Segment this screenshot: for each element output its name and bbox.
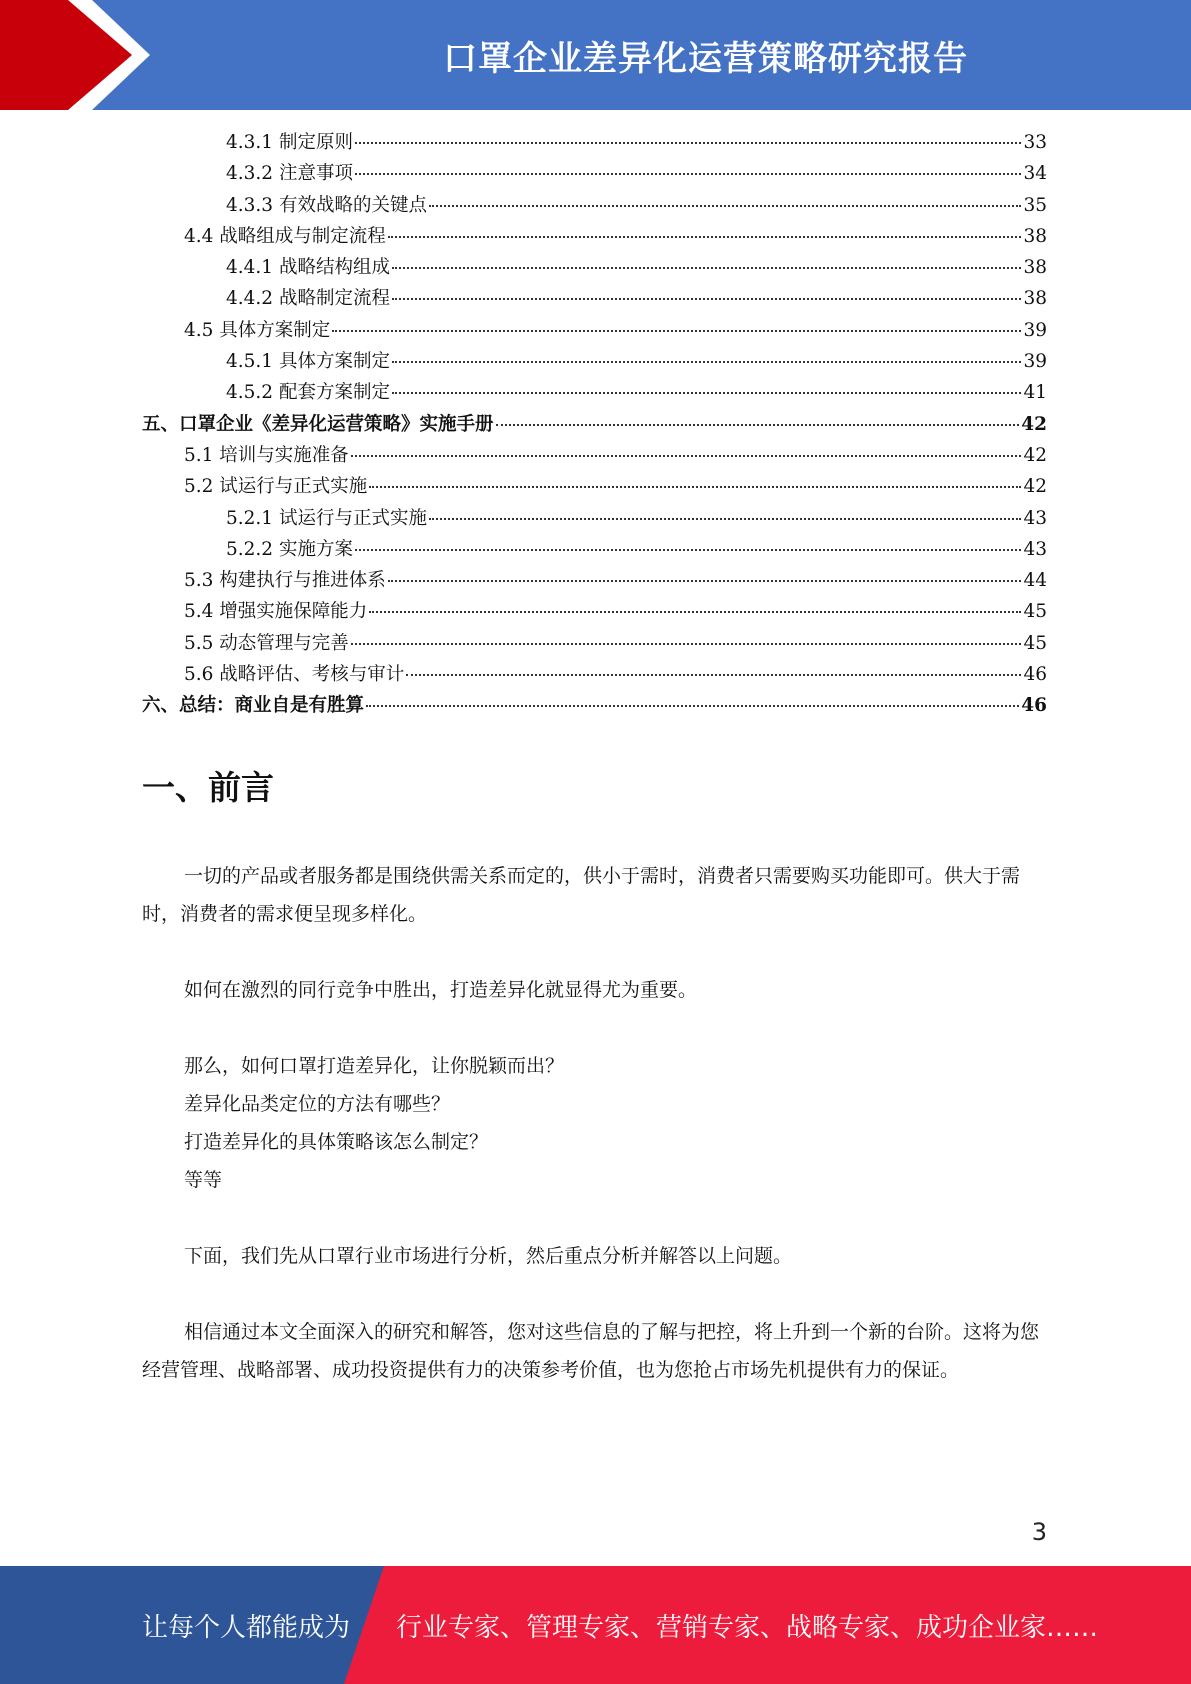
toc-entry[interactable] [142, 472, 1047, 503]
toc-entry-label: 5.2.1 试运行与正式实施 [226, 507, 427, 529]
question-line: 等等 [184, 1169, 223, 1191]
toc-entry[interactable] [142, 535, 1047, 566]
toc-entry-page: 41 [1023, 382, 1047, 404]
toc-entry-label: 六、总结：商业自是有胜算 [142, 695, 365, 717]
toc-leader-dots [366, 705, 1019, 707]
toc-leader-dots [392, 298, 1021, 300]
toc-leader-dots [388, 580, 1022, 582]
toc-entry-label: 4.4 战略组成与制定流程 [184, 225, 386, 247]
toc-entry-label: 4.5 具体方案制定 [184, 319, 331, 341]
paragraph-4-block [142, 1313, 1047, 1389]
toc-entry-label: 5.2.2 实施方案 [226, 538, 353, 560]
paragraph-1-block [142, 857, 1047, 933]
toc-entry[interactable] [142, 410, 1047, 441]
toc-leader-dots [355, 173, 1022, 175]
toc-leader-dots [351, 643, 1022, 645]
toc-entry-label: 5.1 培训与实施准备 [184, 444, 349, 466]
toc-leader-dots [392, 361, 1021, 363]
toc-leader-dots [369, 611, 1021, 613]
page-number: 3 [1031, 1518, 1047, 1546]
toc-leader-dots [406, 674, 1021, 676]
toc-entry-page: 33 [1023, 132, 1047, 153]
toc-entry[interactable] [142, 441, 1047, 472]
toc-entry-label: 5.6 战略评估、考核与审计 [184, 664, 405, 686]
toc-entry-page: 38 [1023, 257, 1047, 279]
toc-entry-label: 5.5 动态管理与完善 [184, 632, 349, 654]
toc-leader-dots [355, 142, 1022, 144]
toc-entry[interactable] [142, 253, 1047, 284]
toc-entry-label: 4.4.1 战略结构组成 [226, 257, 390, 279]
toc-entry-label: 4.3.1 制定原则 [226, 132, 353, 153]
toc-entry-page: 35 [1023, 194, 1047, 216]
toc-entry-page: 34 [1023, 163, 1047, 185]
paragraph-2-block [142, 971, 1047, 1009]
toc-entry[interactable] [142, 629, 1047, 660]
toc-entry[interactable] [142, 347, 1047, 378]
toc-entry[interactable] [142, 660, 1047, 691]
toc-entry-label: 五、口罩企业《差异化运营策略》实施手册 [142, 413, 494, 435]
toc-entry-label: 4.4.2 战略制定流程 [226, 288, 390, 310]
toc-leader-dots [369, 486, 1021, 488]
toc-entry[interactable] [142, 128, 1047, 159]
toc-leader-dots [429, 518, 1021, 520]
toc-entry-page: 46 [1021, 695, 1047, 717]
footer-slogan-right: 行业专家、管理专家、营销专家、战略专家、成功企业家…… [396, 1612, 1099, 1643]
paragraph: 一切的产品或者服务都是围绕供需关系而定的，供小于需时，消费者只需要购买功能即可。供大于需时，消费者的需求便呈现多样化。 [142, 865, 1021, 925]
toc-entry-page: 42 [1023, 444, 1047, 466]
toc-entry-page: 44 [1023, 570, 1047, 592]
paragraph: 下面，我们先从口罩行业市场进行分析，然后重点分析并解答以上问题。 [184, 1245, 793, 1267]
page-header [0, 0, 1191, 110]
footer-slogan-left: 让每个人都能成为 [142, 1612, 351, 1643]
toc-leader-dots [351, 455, 1022, 457]
toc-entry[interactable] [142, 378, 1047, 409]
table-of-contents [142, 128, 1047, 723]
toc-entry-page: 43 [1023, 507, 1047, 529]
toc-entry[interactable] [142, 597, 1047, 628]
toc-leader-dots [355, 549, 1022, 551]
toc-entry-page: 42 [1023, 476, 1047, 498]
toc-entry-label: 4.5.2 配套方案制定 [226, 382, 390, 404]
toc-entry-page: 39 [1023, 351, 1047, 373]
toc-entry[interactable] [142, 566, 1047, 597]
paragraph: 相信通过本文全面深入的研究和解答，您对这些信息的了解与把控，将上升到一个新的台阶。这将为您经营管理、战略部署、成功投资提供有力的决策参考价值，也为您抢占市场先机提供有力的保证。 [142, 1321, 1040, 1381]
question-line: 差异化品类定位的方法有哪些？ [184, 1093, 451, 1115]
question-line: 那么，如何口罩打造差异化，让你脱颖而出？ [184, 1055, 565, 1077]
toc-entry-page: 45 [1023, 632, 1047, 654]
toc-entry[interactable] [142, 222, 1047, 253]
toc-entry-page: 42 [1021, 413, 1047, 435]
toc-entry[interactable] [142, 284, 1047, 315]
toc-entry-page: 43 [1023, 538, 1047, 560]
toc-entry-label: 4.3.2 注意事项 [226, 163, 353, 185]
question-line: 打造差异化的具体策略该怎么制定？ [184, 1131, 489, 1153]
section-heading: 一、前言 [142, 768, 274, 807]
page-footer [0, 1566, 1191, 1684]
toc-leader-dots [332, 330, 1021, 332]
report-title: 口罩企业差异化运营策略研究报告 [443, 38, 968, 79]
paragraph-3-block [142, 1237, 1047, 1275]
toc-leader-dots [392, 392, 1021, 394]
toc-entry-page: 39 [1023, 319, 1047, 341]
toc-entry-label: 4.5.1 具体方案制定 [226, 351, 390, 373]
toc-entry[interactable] [142, 691, 1047, 722]
toc-entry-label: 5.2 试运行与正式实施 [184, 476, 368, 498]
toc-entry-label: 5.4 增强实施保障能力 [184, 601, 368, 623]
toc-entry-label: 5.3 构建执行与推进体系 [184, 570, 386, 592]
toc-entry[interactable] [142, 504, 1047, 535]
toc-entry-page: 38 [1023, 225, 1047, 247]
toc-leader-dots [496, 424, 1020, 426]
question-list [142, 1047, 1047, 1199]
toc-entry-page: 46 [1023, 664, 1047, 686]
paragraph: 如何在激烈的同行竞争中胜出，打造差异化就显得尤为重要。 [184, 979, 698, 1001]
toc-entry[interactable] [142, 159, 1047, 190]
toc-leader-dots [429, 205, 1021, 207]
toc-leader-dots [392, 267, 1021, 269]
toc-leader-dots [388, 236, 1022, 238]
toc-entry-page: 45 [1023, 601, 1047, 623]
toc-entry-page: 38 [1023, 288, 1047, 310]
toc-entry[interactable] [142, 191, 1047, 222]
toc-entry-label: 4.3.3 有效战略的关键点 [226, 194, 427, 216]
toc-entry[interactable] [142, 316, 1047, 347]
